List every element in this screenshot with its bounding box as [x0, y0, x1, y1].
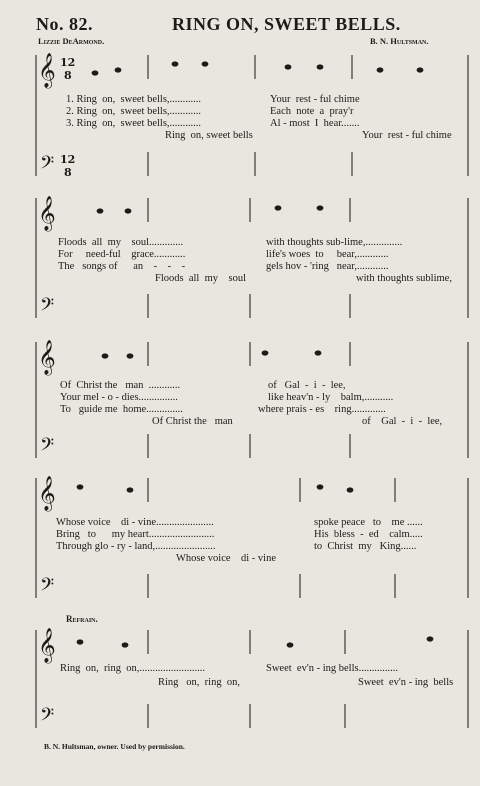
verse-3-line-2a: The songs of an - - - [58, 261, 186, 272]
verse-3-line-4b: to Christ my King...... [314, 541, 417, 552]
bass-lyric-5b: Sweet ev'n - ing bells [358, 677, 454, 688]
verse-3-line-1b: Al - most I hear....... [270, 118, 360, 129]
verse-1-line-2a: Floods all my soul............. [58, 237, 184, 248]
svg-text:12: 12 [60, 56, 76, 69]
svg-text:𝄢: 𝄢 [40, 295, 55, 320]
svg-text:𝄢: 𝄢 [40, 575, 55, 600]
copyright-footer: B. N. Hultsman, owner. Used by permission. [44, 742, 185, 751]
bass-lyric-1b: Your rest - ful chime [362, 130, 452, 141]
verse-3-line-3a: To guide me home.............. [60, 404, 183, 415]
verse-1-line-1b: Your rest - ful chime [270, 94, 360, 105]
verse-1-line-4a: Whose voice di - vine...................... [56, 517, 214, 528]
hymn-number: No. 82. [36, 14, 93, 34]
bass-lyric-4a: Whose voice di - vine [176, 553, 277, 564]
bass-lyric-1a: Ring on, sweet bells [165, 130, 253, 141]
verse-1-line-3a: Of Christ the man ............ [60, 380, 181, 391]
verse-2-line-2a: For need-ful grace............ [58, 249, 186, 260]
author-credit: Lizzie DeArmond. [38, 36, 105, 46]
refrain-label: Refrain. [66, 614, 98, 624]
svg-text:𝄢: 𝄢 [40, 435, 55, 460]
verse-2-line-4b: His bless - ed calm..... [314, 529, 423, 540]
svg-text:𝄞: 𝄞 [38, 53, 56, 88]
verse-2-line-3a: Your mel - o - dies............... [60, 392, 178, 403]
svg-text:12: 12 [60, 153, 76, 166]
svg-text:𝄞: 𝄞 [38, 196, 56, 231]
svg-text:𝄢: 𝄢 [40, 705, 55, 730]
verse-2-line-4a: Bring to my heart......................... [56, 529, 215, 540]
composer-credit: B. N. Hultsman. [370, 36, 429, 46]
bass-lyric-3b: of Gal - i - lee, [362, 416, 443, 427]
svg-text:𝄞: 𝄞 [38, 340, 56, 375]
hymn-title: RING ON, SWEET BELLS. [172, 14, 401, 34]
verse-1-line-2b: with thoughts sub-lime,.............. [266, 237, 403, 248]
verse-2-line-3b: like heav'n - ly balm,........... [268, 392, 394, 403]
bass-lyric-5a: Ring on, ring on, [158, 677, 240, 688]
refrain-line-b: Sweet ev'n - ing bells............... [266, 663, 398, 674]
svg-text:8: 8 [64, 69, 72, 82]
verse-3-line-1a: 3. Ring on, sweet bells,............ [66, 118, 202, 129]
verse-3-line-4a: Through glo - ry - land,....................... [56, 541, 216, 552]
svg-text:𝄞: 𝄞 [38, 476, 56, 511]
bass-lyric-3a: Of Christ the man [152, 416, 233, 427]
verse-2-line-2b: life's woes to bear,............ [266, 249, 389, 260]
svg-text:𝄞: 𝄞 [38, 628, 56, 663]
verse-2-line-1b: Each note a pray'r [270, 106, 354, 117]
verse-1-line-4b: spoke peace to me ...... [314, 517, 423, 528]
verse-3-line-2b: gels hov - 'ring near,............ [266, 261, 389, 272]
svg-text:𝄢: 𝄢 [40, 153, 55, 178]
verse-1-line-1a: 1. Ring on, sweet bells,............ [66, 94, 202, 105]
svg-text:8: 8 [64, 166, 72, 179]
bass-lyric-2a: Floods all my soul [155, 273, 247, 284]
verse-3-line-3b: where prais - es ring............. [258, 404, 386, 415]
verse-2-line-1a: 2. Ring on, sweet bells,............ [66, 106, 202, 117]
refrain-line-a: Ring on, ring on,......................... [60, 663, 205, 674]
bass-lyric-2b: with thoughts sublime, [356, 273, 452, 284]
verse-1-line-3b: of Gal - i - lee, [268, 380, 346, 391]
